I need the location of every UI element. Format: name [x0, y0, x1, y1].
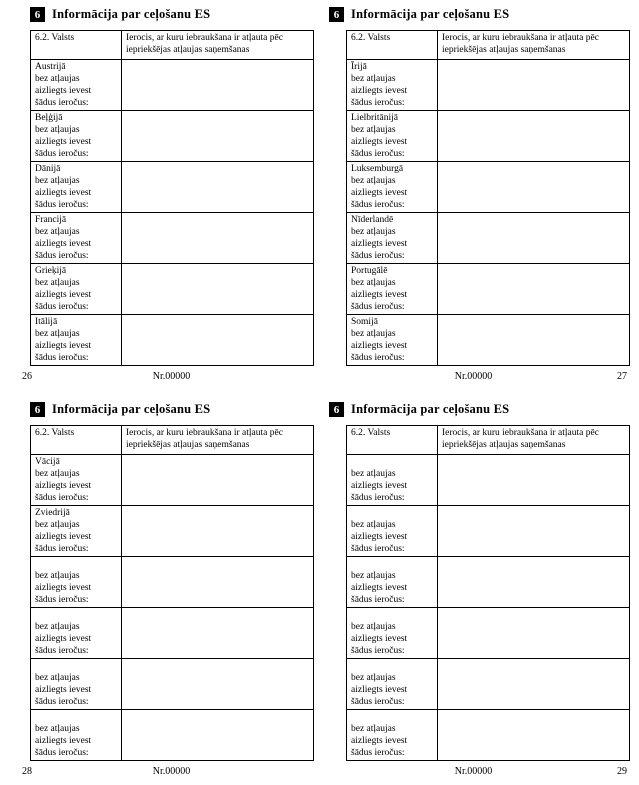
country-row [31, 60, 314, 111]
country-row [347, 557, 630, 608]
restriction-line: bez atļaujas [351, 724, 396, 734]
document-number: Nr.00000 [454, 371, 493, 382]
restriction-line: šādus ieročus: [351, 200, 405, 210]
weapon-entry-cell [438, 506, 630, 557]
page-number: 27 [617, 371, 627, 382]
section-header [329, 402, 509, 417]
restriction-line: šādus ieročus: [35, 697, 89, 707]
weapon-entry-cell [438, 264, 630, 315]
country-row [31, 608, 314, 659]
country-row [347, 659, 630, 710]
restriction-line: šādus ieročus: [35, 353, 89, 363]
country-row [347, 264, 630, 315]
section-title: Informācija par ceļošanu ES [351, 7, 510, 21]
country-cell [347, 264, 438, 315]
country-name: Nīderlandē [351, 215, 394, 225]
country-cell [347, 608, 438, 659]
restriction-line: aizliegts ievest [35, 239, 92, 249]
country-cell [347, 111, 438, 162]
restriction-line: aizliegts ievest [35, 290, 92, 300]
restriction-line: bez atļaujas [35, 571, 80, 581]
restriction-line: aizliegts ievest [35, 583, 92, 593]
restriction-line: šādus ieročus: [351, 302, 405, 312]
section-header [30, 402, 210, 417]
restriction-line: šādus ieročus: [35, 544, 89, 554]
country-name [351, 456, 434, 468]
weapon-entry-cell [122, 162, 314, 213]
page-number: 29 [617, 766, 627, 777]
page-number: 26 [22, 371, 32, 382]
country-name: Lielbritānijā [351, 113, 398, 123]
travel-info-table-body [347, 426, 630, 761]
restriction-line: šādus ieročus: [35, 646, 89, 656]
table-header-row [347, 426, 630, 455]
country-name [351, 507, 434, 519]
weapon-entry-cell [122, 710, 314, 761]
restriction-line: aizliegts ievest [351, 137, 408, 147]
country-row [31, 557, 314, 608]
weapon-entry-cell [438, 213, 630, 264]
country-row [31, 213, 314, 264]
weapon-entry-cell [122, 213, 314, 264]
restriction-line: šādus ieročus: [351, 493, 405, 503]
country-cell [31, 710, 122, 761]
section-number: 6 [333, 403, 340, 416]
country-name: Vācijā [35, 457, 60, 467]
page-number: 28 [22, 766, 32, 777]
restriction-line: aizliegts ievest [35, 341, 92, 351]
restriction-line: šādus ieročus: [351, 697, 405, 707]
country-name: Zviedrijā [35, 508, 70, 518]
passport-page [323, 3, 631, 388]
restriction-line: šādus ieročus: [35, 149, 89, 159]
country-cell [31, 162, 122, 213]
restriction-line: aizliegts ievest [35, 736, 92, 746]
country-cell [347, 315, 438, 366]
weapon-entry-cell [122, 264, 314, 315]
restriction-line: aizliegts ievest [351, 239, 408, 249]
weapon-entry-cell [438, 608, 630, 659]
restriction-line: šādus ieročus: [35, 200, 89, 210]
restriction-line: aizliegts ievest [35, 685, 92, 695]
restriction-line: bez atļaujas [351, 125, 396, 135]
restriction-line: bez atļaujas [35, 622, 80, 632]
restriction-line: bez atļaujas [351, 176, 396, 186]
restriction-line: šādus ieročus: [35, 595, 89, 605]
weapon-column-header: Ierocis, ar kuru iebraukšana ir atļauta pēc iepriekšējas atļaujas saņemšanas [438, 426, 630, 455]
country-cell [31, 111, 122, 162]
restriction-line: bez atļaujas [35, 278, 80, 288]
country-name [35, 660, 118, 672]
country-name [351, 558, 434, 570]
page-footer [8, 766, 316, 780]
travel-info-table-body [347, 31, 630, 366]
restriction-line: bez atļaujas [351, 571, 396, 581]
weapon-entry-cell [122, 60, 314, 111]
country-cell [31, 213, 122, 264]
weapon-entry-cell [122, 557, 314, 608]
country-column-header: 6.2. Valsts [31, 31, 122, 60]
restriction-line: aizliegts ievest [35, 137, 92, 147]
travel-info-table [30, 425, 314, 761]
country-cell [31, 506, 122, 557]
table-header-row [31, 426, 314, 455]
page-footer [323, 766, 631, 780]
restriction-line: šādus ieročus: [351, 98, 405, 108]
weapon-entry-cell [438, 557, 630, 608]
section-number-box [329, 402, 344, 417]
country-row [347, 213, 630, 264]
page-footer [323, 371, 631, 385]
restriction-line: bez atļaujas [35, 329, 80, 339]
restriction-line: aizliegts ievest [35, 86, 92, 96]
restriction-line: bez atļaujas [351, 622, 396, 632]
country-cell [31, 264, 122, 315]
country-name [351, 609, 434, 621]
section-number-box [30, 7, 45, 22]
restriction-line: bez atļaujas [351, 469, 396, 479]
country-row [31, 264, 314, 315]
restriction-line: aizliegts ievest [351, 188, 408, 198]
travel-info-table [346, 425, 630, 761]
page-footer [8, 371, 316, 385]
restriction-line: bez atļaujas [35, 724, 80, 734]
restriction-line: aizliegts ievest [351, 290, 408, 300]
section-title: Informācija par ceļošanu ES [52, 7, 211, 21]
country-cell [347, 506, 438, 557]
restriction-line: aizliegts ievest [351, 736, 408, 746]
country-row [347, 608, 630, 659]
country-cell [31, 60, 122, 111]
country-cell [31, 557, 122, 608]
country-column-header: 6.2. Valsts [347, 426, 438, 455]
country-cell [347, 557, 438, 608]
restriction-line: bez atļaujas [351, 227, 396, 237]
section-number-box [329, 7, 344, 22]
country-cell [347, 710, 438, 761]
travel-info-table [30, 30, 314, 366]
country-cell [347, 60, 438, 111]
country-name: Portugālē [351, 266, 388, 276]
restriction-line: aizliegts ievest [351, 481, 408, 491]
weapon-entry-cell [438, 710, 630, 761]
weapon-entry-cell [438, 60, 630, 111]
weapon-column-header: Ierocis, ar kuru iebraukšana ir atļauta pēc iepriekšējas atļaujas saņemšanas [122, 31, 314, 60]
table-header-row [31, 31, 314, 60]
restriction-line: bez atļaujas [351, 520, 396, 530]
restriction-line: šādus ieročus: [35, 302, 89, 312]
restriction-line: bez atļaujas [35, 74, 80, 84]
country-cell [347, 213, 438, 264]
country-row [31, 659, 314, 710]
section-number: 6 [333, 8, 340, 21]
restriction-line: bez atļaujas [351, 74, 396, 84]
restriction-line: bez atļaujas [351, 673, 396, 683]
restriction-line: šādus ieročus: [351, 646, 405, 656]
country-name [35, 711, 118, 723]
country-cell [347, 659, 438, 710]
country-name: Somijā [351, 317, 378, 327]
travel-info-table-body [31, 426, 314, 761]
restriction-line: šādus ieročus: [35, 98, 89, 108]
restriction-line: bez atļaujas [351, 278, 396, 288]
restriction-line: šādus ieročus: [351, 149, 405, 159]
passport-page [8, 398, 316, 783]
weapon-column-header: Ierocis, ar kuru iebraukšana ir atļauta pēc iepriekšējas atļaujas saņemšanas [122, 426, 314, 455]
country-row [347, 111, 630, 162]
restriction-line: aizliegts ievest [35, 188, 92, 198]
restriction-line: aizliegts ievest [351, 583, 408, 593]
country-row [347, 315, 630, 366]
country-name [351, 711, 434, 723]
restriction-line: aizliegts ievest [35, 634, 92, 644]
passport-page [8, 3, 316, 388]
country-row [31, 162, 314, 213]
restriction-line: šādus ieročus: [35, 493, 89, 503]
restriction-line: aizliegts ievest [351, 685, 408, 695]
country-row [347, 60, 630, 111]
section-header [329, 7, 509, 22]
country-name [35, 609, 118, 621]
country-name: Francijā [35, 215, 67, 225]
weapon-entry-cell [438, 455, 630, 506]
country-row [347, 710, 630, 761]
restriction-line: aizliegts ievest [351, 86, 408, 96]
restriction-line: šādus ieročus: [35, 251, 89, 261]
country-cell [31, 608, 122, 659]
country-name: Itālijā [35, 317, 58, 327]
restriction-line: bez atļaujas [35, 469, 80, 479]
table-header-row [347, 31, 630, 60]
country-row [31, 710, 314, 761]
country-row [347, 162, 630, 213]
weapon-entry-cell [122, 659, 314, 710]
weapon-entry-cell [438, 111, 630, 162]
restriction-line: bez atļaujas [351, 329, 396, 339]
restriction-line: aizliegts ievest [351, 634, 408, 644]
country-cell [347, 455, 438, 506]
section-number: 6 [34, 8, 41, 21]
country-column-header: 6.2. Valsts [347, 31, 438, 60]
restriction-line: šādus ieročus: [351, 748, 405, 758]
document-number: Nr.00000 [454, 766, 493, 777]
weapon-entry-cell [438, 315, 630, 366]
restriction-line: bez atļaujas [35, 520, 80, 530]
document-number: Nr.00000 [152, 766, 191, 777]
country-name [35, 558, 118, 570]
restriction-line: šādus ieročus: [351, 544, 405, 554]
country-row [31, 506, 314, 557]
country-name: Beļģijā [35, 113, 63, 123]
restriction-line: bez atļaujas [35, 176, 80, 186]
country-row [31, 455, 314, 506]
section-header [30, 7, 210, 22]
country-row [347, 455, 630, 506]
weapon-entry-cell [122, 111, 314, 162]
section-number: 6 [34, 403, 41, 416]
restriction-line: bez atļaujas [35, 227, 80, 237]
country-name: Grieķijā [35, 266, 67, 276]
country-name: Luksemburgā [351, 164, 404, 174]
restriction-line: bez atļaujas [35, 673, 80, 683]
weapon-entry-cell [122, 608, 314, 659]
restriction-line: šādus ieročus: [351, 251, 405, 261]
weapon-column-header: Ierocis, ar kuru iebraukšana ir atļauta pēc iepriekšējas atļaujas saņemšanas [438, 31, 630, 60]
weapon-entry-cell [438, 162, 630, 213]
restriction-line: šādus ieročus: [351, 353, 405, 363]
restriction-line: aizliegts ievest [351, 532, 408, 542]
restriction-line: bez atļaujas [35, 125, 80, 135]
weapon-entry-cell [122, 315, 314, 366]
document-number: Nr.00000 [152, 371, 191, 382]
section-number-box [30, 402, 45, 417]
restriction-line: šādus ieročus: [351, 595, 405, 605]
country-name [351, 660, 434, 672]
country-cell [347, 162, 438, 213]
weapon-entry-cell [438, 659, 630, 710]
restriction-line: aizliegts ievest [351, 341, 408, 351]
weapon-entry-cell [122, 506, 314, 557]
section-title: Informācija par ceļošanu ES [52, 402, 211, 416]
country-column-header: 6.2. Valsts [31, 426, 122, 455]
country-cell [31, 659, 122, 710]
passport-page [323, 398, 631, 783]
country-name: Dānijā [35, 164, 61, 174]
section-title: Informācija par ceļošanu ES [351, 402, 510, 416]
restriction-line: aizliegts ievest [35, 481, 92, 491]
country-cell [31, 455, 122, 506]
country-row [31, 111, 314, 162]
country-row [347, 506, 630, 557]
travel-info-table [346, 30, 630, 366]
weapon-entry-cell [122, 455, 314, 506]
travel-info-table-body [31, 31, 314, 366]
country-name: Īrijā [351, 62, 367, 72]
restriction-line: šādus ieročus: [35, 748, 89, 758]
country-row [31, 315, 314, 366]
restriction-line: aizliegts ievest [35, 532, 92, 542]
country-name: Austrijā [35, 62, 66, 72]
country-cell [31, 315, 122, 366]
